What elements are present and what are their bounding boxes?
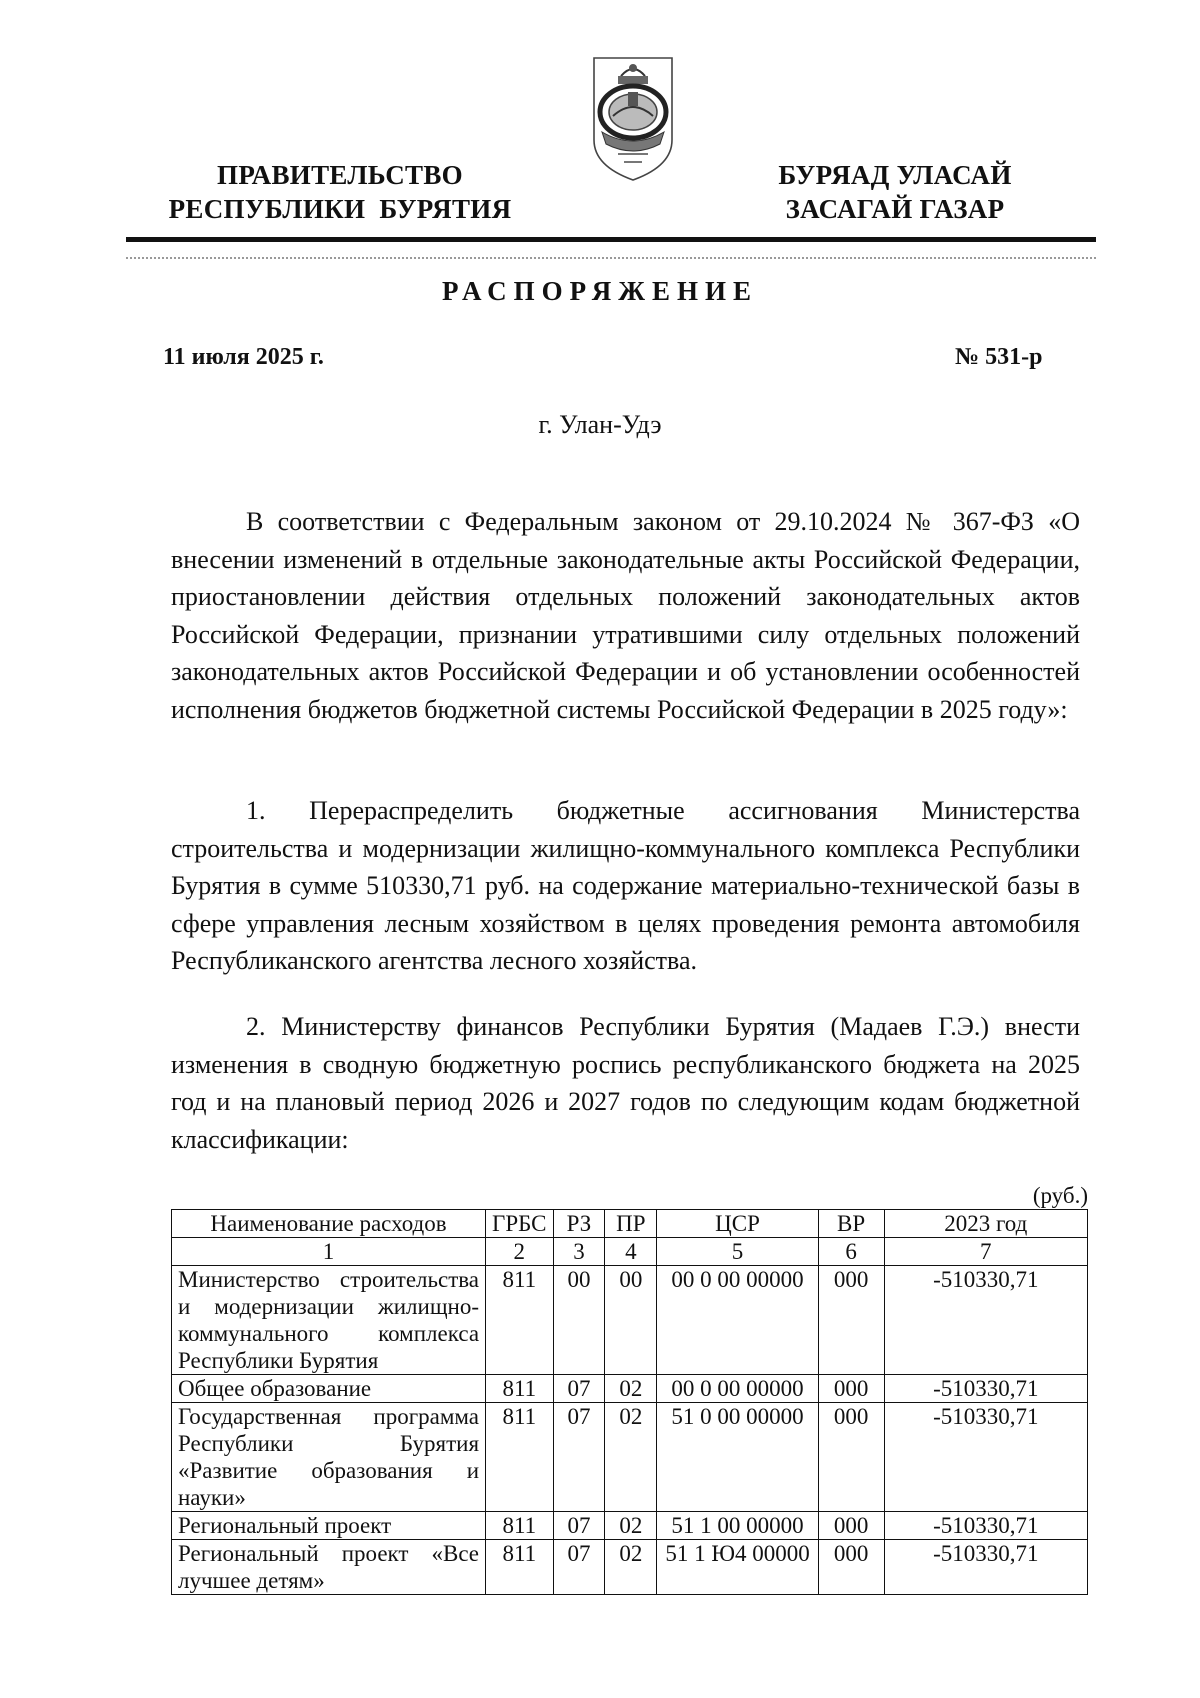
- expense-name-cell: Региональный проект: [172, 1512, 486, 1540]
- expense-name-cell: Министерство строительства и модернизации жилищно-коммунального комплекса Республики Бурятия: [172, 1266, 486, 1375]
- amount-cell: -510330,71: [884, 1540, 1087, 1595]
- grbs-cell: 811: [486, 1512, 553, 1540]
- table-unit-label: (руб.): [1032, 1183, 1088, 1208]
- grbs-cell: 811: [486, 1266, 553, 1375]
- document-date: 11 июля 2025 г.: [163, 344, 324, 370]
- column-header: РЗ: [553, 1210, 605, 1238]
- pr-cell: 02: [605, 1512, 657, 1540]
- grbs-cell: 811: [486, 1403, 553, 1512]
- preamble-paragraph: В соответствии с Федеральным законом от 29.10.2024 № 367-ФЗ «О внесении изменений в отдельные законодательные акты Российской Федерации, приостановлении действия отдельных положений законодательных актов Российской Федерации, признании утратившими силу отдельных положений законодательных актов Российской Федерации и об установлении особенностей исполнения бюджетов бюджетной системы Российской Федерации в 2025 году»:: [171, 507, 1080, 724]
- column-header: ЦСР: [657, 1210, 818, 1238]
- table-row: [172, 1403, 1088, 1512]
- column-header: ВР: [818, 1210, 884, 1238]
- header-divider-thick: [126, 237, 1096, 242]
- vr-cell: 000: [818, 1375, 884, 1403]
- rz-cell: 07: [553, 1540, 605, 1595]
- table-row: [172, 1266, 1088, 1375]
- government-name-bua-line1: БУРЯАД УЛАСАЙ: [778, 160, 1012, 190]
- coat-of-arms-icon: [588, 54, 678, 184]
- government-name-russian: [140, 158, 540, 226]
- column-header: 2023 год: [884, 1210, 1087, 1238]
- vr-cell: 000: [818, 1403, 884, 1512]
- csr-cell: 51 1 00 00000: [657, 1512, 818, 1540]
- vr-cell: 000: [818, 1540, 884, 1595]
- column-header: ГРБС: [486, 1210, 553, 1238]
- column-number: 6: [818, 1238, 884, 1266]
- column-number: 5: [657, 1238, 818, 1266]
- government-name-buryat: [735, 158, 1055, 226]
- expense-name-cell: Общее образование: [172, 1375, 486, 1403]
- amount-cell: -510330,71: [884, 1403, 1087, 1512]
- amount-cell: -510330,71: [884, 1375, 1087, 1403]
- pr-cell: 02: [605, 1403, 657, 1512]
- csr-cell: 51 0 00 00000: [657, 1403, 818, 1512]
- csr-cell: 00 0 00 00000: [657, 1266, 818, 1375]
- document-number: № 531-р: [955, 344, 1043, 370]
- csr-cell: 00 0 00 00000: [657, 1375, 818, 1403]
- column-number: 2: [486, 1238, 553, 1266]
- clause-2-paragraph: 2. Министерству финансов Республики Бурятия (Мадаев Г.Э.) внести изменения в сводную бюджетную роспись республиканского бюджета на 2025 год и на плановый период 2026 и 2027 годов по следующим кодам бюджетной классификации:: [171, 1012, 1080, 1154]
- rz-cell: 00: [553, 1266, 605, 1375]
- header-divider-dotted: [126, 257, 1096, 259]
- rz-cell: 07: [553, 1512, 605, 1540]
- budget-classification-table: [171, 1209, 1088, 1595]
- table-header-row: [172, 1210, 1088, 1238]
- table-row: [172, 1540, 1088, 1595]
- government-name-bua-line2: ЗАСАГАЙ ГАЗАР: [785, 194, 1005, 224]
- government-name-ru-line2: РЕСПУБЛИКИ БУРЯТИЯ: [168, 194, 512, 224]
- column-header: Наименование расходов: [172, 1210, 486, 1238]
- vr-cell: 000: [818, 1266, 884, 1375]
- table-row: [172, 1512, 1088, 1540]
- document-type-title: РАСПОРЯЖЕНИЕ: [441, 276, 759, 306]
- column-number: 4: [605, 1238, 657, 1266]
- grbs-cell: 811: [486, 1540, 553, 1595]
- amount-cell: -510330,71: [884, 1266, 1087, 1375]
- expense-name-cell: Региональный проект «Все лучшее детям»: [172, 1540, 486, 1595]
- column-number: 3: [553, 1238, 605, 1266]
- csr-cell: 51 1 Ю4 00000: [657, 1540, 818, 1595]
- pr-cell: 02: [605, 1375, 657, 1403]
- rz-cell: 07: [553, 1403, 605, 1512]
- document-city: г. Улан-Удэ: [538, 410, 662, 439]
- amount-cell: -510330,71: [884, 1512, 1087, 1540]
- column-header: ПР: [605, 1210, 657, 1238]
- rz-cell: 07: [553, 1375, 605, 1403]
- pr-cell: 02: [605, 1540, 657, 1595]
- pr-cell: 00: [605, 1266, 657, 1375]
- clause-1-paragraph: 1. Перераспределить бюджетные ассигнования Министерства строительства и модернизации жилищно-коммунального комплекса Республики Бурятия в сумме 510330,71 руб. на содержание материально-технической базы в сфере управления лесным хозяйством в целях проведения ремонта автомобиля Республиканского агентства лесного хозяйства.: [171, 796, 1080, 975]
- column-number: 1: [172, 1238, 486, 1266]
- grbs-cell: 811: [486, 1375, 553, 1403]
- government-name-ru-line1: ПРАВИТЕЛЬСТВО: [217, 160, 463, 190]
- table-row: [172, 1375, 1088, 1403]
- expense-name-cell: Государственная программа Республики Бурятия «Развитие образования и науки»: [172, 1403, 486, 1512]
- table-column-number-row: [172, 1238, 1088, 1266]
- vr-cell: 000: [818, 1512, 884, 1540]
- column-number: 7: [884, 1238, 1087, 1266]
